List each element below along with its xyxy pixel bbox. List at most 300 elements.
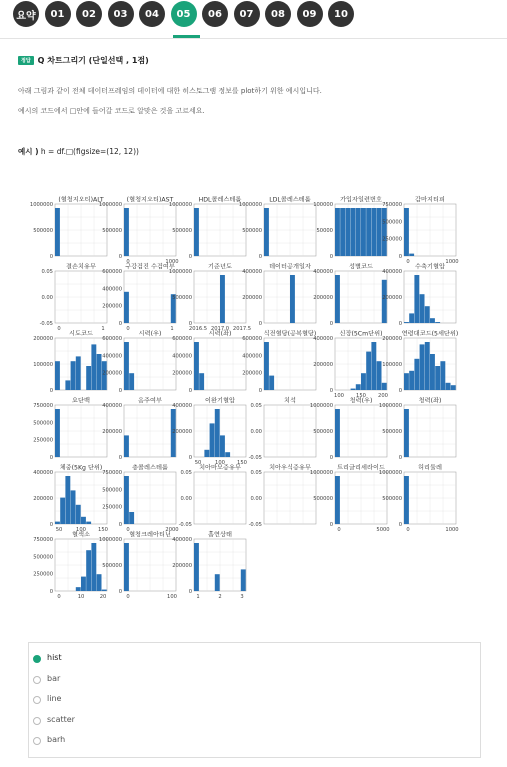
subplot-title: (혈청지오티)ALT: [58, 196, 104, 204]
y-tick-label: 250000: [33, 437, 53, 444]
x-tick-label: 100: [215, 460, 225, 466]
y-tick-label: 400000: [33, 470, 53, 476]
y-tick-label: 0: [49, 388, 53, 394]
histogram-bar: [269, 376, 274, 390]
x-tick-label: 100: [167, 594, 177, 600]
histogram-grid-figure: [0, 180, 507, 610]
y-tick-label: 0.05: [41, 269, 53, 275]
y-tick-label: 0.05: [180, 470, 192, 476]
y-tick-label: 0: [188, 589, 192, 595]
histogram-bar: [199, 373, 204, 390]
subplot-title: 트리글리세라이드: [337, 464, 385, 472]
histogram-bar: [345, 208, 350, 256]
y-tick-label: 0: [398, 455, 402, 461]
histogram-bar: [204, 450, 209, 457]
y-tick-label: 400000: [242, 353, 262, 360]
x-tick-label: 1: [170, 326, 174, 332]
subplot-title: 치아마모증유무: [199, 464, 241, 472]
y-tick-label: 200000: [242, 295, 262, 301]
y-tick-label: 200000: [313, 295, 333, 301]
y-tick-label: 1000000: [168, 202, 192, 208]
x-tick-label: 3: [240, 594, 244, 600]
histogram-bar: [97, 354, 102, 390]
histogram-bar: [425, 342, 430, 390]
histogram-bar: [440, 361, 445, 390]
y-tick-label: 0: [188, 455, 192, 461]
x-tick-label: 1: [101, 326, 105, 332]
y-tick-label: 0: [49, 589, 53, 595]
y-tick-label: 500000: [102, 487, 122, 494]
y-tick-label: 1000000: [238, 202, 262, 208]
y-tick-label: 0: [398, 254, 402, 260]
subplot-title: 신장(5Cm단위): [339, 330, 383, 338]
histogram-bar: [451, 385, 456, 390]
subplot-title: 청력(우): [349, 397, 373, 405]
histogram-bar: [409, 371, 414, 390]
y-tick-label: 1000000: [378, 403, 402, 409]
histogram-bar: [129, 373, 134, 390]
question-tab-bar: [0, 0, 507, 39]
y-tick-label: -0.05: [248, 522, 262, 528]
subplot-title: HDL콜레스테롤: [198, 196, 242, 204]
y-tick-label: 200000: [172, 370, 192, 377]
x-tick-label: 0: [57, 594, 61, 600]
histogram-bar: [81, 517, 86, 524]
y-tick-label: 400000: [102, 353, 122, 360]
histogram-bar: [435, 366, 440, 390]
y-tick-label: 500000: [172, 228, 192, 234]
y-tick-label: 200000: [102, 429, 122, 435]
y-tick-label: 0: [49, 455, 53, 461]
histogram-bar: [335, 409, 340, 457]
x-tick-label: 2000: [165, 527, 179, 533]
y-tick-label: 500000: [172, 295, 192, 301]
y-tick-label: 0: [398, 522, 402, 528]
subplot-title: LDL콜레스테롤: [269, 196, 311, 204]
subplot-title: 이완기혈압: [205, 397, 235, 405]
y-tick-label: 750000: [102, 470, 122, 476]
subplot-title: 결손치유무: [66, 263, 96, 271]
histogram-bar: [361, 373, 366, 390]
option-label: hist: [47, 653, 62, 662]
x-tick-label: 0: [406, 259, 410, 265]
y-tick-label: 250000: [33, 571, 53, 578]
histogram-bar: [220, 435, 225, 457]
x-tick-label: 2017.0: [210, 326, 230, 332]
y-tick-label: -0.05: [248, 455, 262, 461]
histogram-bar: [420, 344, 425, 390]
x-tick-label: 20: [99, 594, 107, 600]
y-tick-label: 0: [188, 254, 192, 260]
histogram-bar: [124, 292, 129, 323]
x-tick-label: 5000: [376, 527, 390, 533]
histogram-bar: [55, 208, 60, 256]
subplot-title: (혈청지오티)AST: [126, 196, 174, 204]
y-tick-label: 400000: [313, 269, 333, 275]
y-tick-label: 600000: [242, 336, 262, 342]
x-tick-label: 150: [98, 527, 108, 533]
radio-button[interactable]: [33, 737, 41, 745]
y-tick-label: 100000: [313, 202, 333, 208]
x-tick-label: 1000: [165, 259, 179, 265]
tab-07[interactable]: 07: [234, 1, 260, 27]
y-tick-label: 250000: [102, 504, 122, 511]
subplot-title: 총콜레스테롤: [132, 464, 168, 472]
y-tick-label: 0: [49, 522, 53, 528]
subplot-title: 치석: [284, 397, 296, 405]
y-tick-label: 200000: [172, 429, 192, 435]
y-tick-label: 0.00: [250, 429, 262, 435]
histogram-bar: [65, 476, 70, 524]
histogram-bar: [76, 587, 81, 591]
y-tick-label: 50000: [316, 228, 333, 234]
x-tick-label: 2017.5: [232, 326, 252, 332]
histogram-bar: [194, 342, 199, 390]
y-tick-label: 200000: [382, 336, 402, 342]
x-tick-label: 0: [126, 594, 130, 600]
subplot-title: 요단백: [72, 397, 90, 405]
histogram-bar: [361, 208, 366, 256]
histogram-bar: [86, 550, 91, 591]
x-tick-label: 50: [194, 460, 202, 466]
histogram-bar: [220, 275, 225, 323]
histogram-bar: [340, 208, 345, 256]
histogram-bar: [124, 208, 129, 256]
histogram-bar: [264, 342, 269, 390]
histogram-bar: [215, 574, 220, 591]
histogram-bar: [55, 361, 60, 390]
question-title-text: Q 차트그리기 (단일선택 , 1점): [37, 56, 149, 65]
y-tick-label: 400000: [102, 286, 122, 293]
histogram-bar: [409, 254, 414, 256]
y-tick-label: 0: [258, 254, 262, 260]
subplot-title: 혈색소: [72, 531, 90, 539]
histogram-bar: [124, 342, 129, 390]
y-tick-label: 500000: [313, 429, 333, 435]
histogram-bar: [371, 208, 376, 256]
subplot-title: 성별코드: [349, 263, 373, 271]
histogram-bar: [86, 522, 91, 524]
histogram-bar: [210, 423, 215, 457]
y-tick-label: -0.05: [178, 522, 192, 528]
y-tick-label: 0: [258, 321, 262, 327]
tab-02[interactable]: 02: [76, 1, 102, 27]
y-tick-label: 0.00: [41, 295, 53, 301]
subplot-title: 시력(좌): [208, 330, 232, 338]
histogram-bar: [124, 476, 129, 524]
histogram-bar: [335, 476, 340, 524]
histogram-bar: [129, 512, 134, 524]
y-tick-label: 0: [188, 388, 192, 394]
histogram-bar: [194, 208, 199, 256]
x-tick-label: 1000: [445, 527, 459, 533]
y-tick-label: 0: [329, 388, 333, 394]
subplot-title: 수축기혈압: [415, 263, 445, 271]
tab-06[interactable]: 06: [202, 1, 228, 27]
histogram-bar: [435, 322, 440, 323]
active-tab-indicator: [173, 35, 200, 38]
y-tick-label: 750000: [33, 403, 53, 409]
histogram-bar: [446, 383, 451, 390]
histogram-bar: [366, 352, 371, 390]
histogram-bar: [404, 476, 409, 524]
histogram-bar: [335, 208, 340, 256]
histogram-bar: [76, 505, 81, 524]
y-tick-label: 0: [118, 455, 122, 461]
option-barh[interactable]: [33, 733, 473, 751]
tab-10[interactable]: 10: [328, 1, 354, 27]
tab-01[interactable]: 01: [45, 1, 71, 27]
histogram-bar: [215, 409, 220, 457]
x-tick-label: 1000: [445, 259, 459, 265]
y-tick-label: 400000: [172, 353, 192, 360]
subplot-title: 시력(우): [138, 330, 162, 338]
x-tick-label: 50: [55, 527, 63, 533]
x-tick-label: 0: [337, 527, 341, 533]
y-tick-label: 0: [118, 522, 122, 528]
code-example-label: 예시 ): [18, 147, 39, 156]
x-tick-label: 0: [126, 326, 130, 332]
subplot-title: 가입자일련번호: [340, 196, 382, 204]
subplot-title: 허리둘레: [418, 464, 442, 472]
answer-badge: 정답: [18, 56, 34, 65]
histogram-bar: [60, 498, 65, 524]
y-tick-label: 200000: [102, 370, 122, 377]
y-tick-label: 400000: [242, 269, 262, 275]
y-tick-label: 0: [329, 455, 333, 461]
option-label: line: [47, 694, 62, 703]
tab-05[interactable]: 05: [171, 1, 197, 27]
subplot-title: 연령대코드(5세단위): [401, 330, 459, 338]
histogram-bar: [194, 543, 199, 591]
y-tick-label: 400000: [313, 336, 333, 342]
option-label: bar: [47, 673, 61, 683]
histogram-bar: [430, 318, 435, 323]
histogram-bar: [102, 590, 107, 591]
y-tick-label: 0: [49, 254, 53, 260]
histogram-bar: [377, 208, 382, 256]
histogram-bar: [264, 208, 269, 256]
histogram-bar: [71, 490, 76, 524]
x-tick-label: 10: [77, 594, 85, 600]
y-tick-label: 200000: [33, 496, 53, 502]
histogram-bar: [382, 280, 387, 323]
histogram-bar: [430, 354, 435, 390]
radio-button[interactable]: [33, 717, 41, 725]
tab-summary[interactable]: 요약: [13, 1, 39, 27]
y-tick-label: 250000: [382, 236, 402, 243]
histogram-bar: [335, 275, 340, 323]
x-tick-label: 100: [334, 393, 344, 399]
histogram-bar: [124, 543, 129, 591]
histogram-bar: [86, 366, 91, 390]
y-tick-label: 200000: [33, 336, 53, 342]
option-label: barh: [47, 735, 66, 744]
y-tick-label: 400000: [382, 269, 402, 275]
y-tick-label: 0: [329, 254, 333, 260]
y-tick-label: 0.00: [250, 496, 262, 502]
radio-button[interactable]: [33, 655, 41, 663]
y-tick-label: 1000000: [29, 202, 53, 208]
histogram-bar: [351, 389, 356, 390]
y-tick-label: 0: [329, 522, 333, 528]
y-tick-label: 0: [118, 589, 122, 595]
x-tick-label: 2: [218, 594, 222, 600]
y-tick-label: 1000000: [98, 537, 122, 543]
subplot-title: 체중(5Kg 단위): [59, 464, 103, 472]
question-description-1: 아래 그림과 같이 전체 데이터프레임의 데이터에 대한 히스토그램 정보를 plot하기 위한 예시입니다.: [18, 87, 322, 95]
histogram-bar: [371, 342, 376, 390]
option-label: scatter: [47, 714, 75, 724]
subplot-title: 혈청크레아티닌: [129, 531, 171, 539]
histogram-bar: [425, 306, 430, 323]
y-tick-label: 200000: [382, 295, 402, 301]
x-tick-label: 0: [406, 527, 410, 533]
histogram-bar: [382, 208, 387, 256]
subplot-title: 구강검진 수검여부: [125, 263, 175, 271]
y-tick-label: 100000: [382, 362, 402, 368]
histogram-bar: [414, 359, 419, 390]
histogram-bar: [356, 384, 361, 390]
y-tick-label: 0.05: [250, 403, 262, 409]
subplot-title: 흡연상태: [208, 531, 232, 539]
y-tick-label: 0.05: [250, 470, 262, 476]
tab-08[interactable]: 08: [265, 1, 291, 27]
code-example: [18, 146, 139, 157]
y-tick-label: 100000: [33, 362, 53, 368]
histogram-bar: [404, 409, 409, 457]
histogram-bar: [409, 313, 414, 323]
subplot-title: 감마지티피: [415, 196, 445, 204]
histogram-bar: [420, 294, 425, 323]
y-tick-label: 1000000: [168, 269, 192, 275]
histogram-bar: [91, 344, 96, 390]
y-tick-label: 500000: [33, 420, 53, 427]
histogram-bar: [55, 522, 60, 524]
y-tick-label: 0: [188, 321, 192, 327]
y-tick-label: 1000000: [309, 470, 333, 476]
tab-03[interactable]: 03: [108, 1, 134, 27]
histogram-bar: [55, 409, 60, 457]
y-tick-label: 500000: [33, 554, 53, 561]
histogram-bar: [91, 543, 96, 591]
x-tick-label: 200: [378, 393, 388, 399]
y-tick-label: 500000: [33, 228, 53, 234]
x-tick-label: 1: [196, 594, 200, 600]
y-tick-label: 500000: [102, 563, 122, 569]
subplot-title: 청력(좌): [418, 397, 442, 405]
y-tick-label: 0: [329, 321, 333, 327]
y-tick-label: 200000: [102, 303, 122, 310]
y-tick-label: 200000: [172, 563, 192, 569]
radio-button[interactable]: [33, 696, 41, 704]
y-tick-label: 0.00: [180, 496, 192, 502]
histogram-bar: [71, 361, 76, 390]
x-tick-label: 0: [57, 326, 61, 332]
histogram-bar: [404, 322, 409, 323]
histogram-bar: [81, 577, 86, 591]
histogram-bar: [225, 452, 230, 457]
code-example-text: h = df.□(figsize=(12, 12)): [38, 147, 139, 156]
radio-button[interactable]: [33, 676, 41, 684]
y-tick-label: 1000000: [378, 470, 402, 476]
y-tick-label: 1000000: [309, 403, 333, 409]
histogram-bar: [290, 275, 295, 323]
y-tick-label: 0: [118, 388, 122, 394]
subplot-title: 치아우식증유무: [269, 464, 311, 472]
y-tick-label: 600000: [172, 336, 192, 342]
y-tick-label: 500000: [382, 429, 402, 435]
subplot-title: 음주여부: [138, 397, 162, 405]
x-tick-label: 150: [356, 393, 366, 399]
y-tick-label: 500000: [313, 496, 333, 502]
option-bar[interactable]: [33, 672, 473, 690]
y-tick-label: 400000: [102, 403, 122, 409]
option-line[interactable]: [33, 692, 473, 710]
y-tick-label: 500000: [382, 219, 402, 226]
subplot-title: 식전혈당(공복혈당): [263, 330, 317, 338]
subplot-title: 기준년도: [208, 263, 232, 271]
histogram-bar: [241, 569, 246, 591]
answer-options: [28, 642, 481, 758]
y-tick-label: 0: [398, 388, 402, 394]
histogram-bar: [124, 435, 129, 457]
histogram-bar: [76, 356, 81, 390]
y-tick-label: 1000000: [98, 202, 122, 208]
y-tick-label: 750000: [382, 202, 402, 208]
y-tick-label: 600000: [102, 336, 122, 342]
subplot-title: 시도코드: [69, 330, 93, 338]
x-tick-label: 2016.5: [188, 326, 208, 332]
question-title: [18, 55, 149, 66]
x-tick-label: 100: [76, 527, 86, 533]
tab-04[interactable]: 04: [139, 1, 165, 27]
histogram-bar: [414, 275, 419, 323]
question-description-2: 예시의 코드에서 □안에 들어갈 코드로 알맞은 것을 고르세요.: [18, 107, 205, 115]
histogram-bar: [356, 208, 361, 256]
x-tick-label: 150: [237, 460, 247, 466]
histogram-bar: [382, 383, 387, 390]
y-tick-label: 200000: [313, 362, 333, 368]
y-tick-label: 400000: [172, 537, 192, 543]
y-tick-label: 0: [398, 321, 402, 327]
y-tick-label: 200000: [242, 370, 262, 377]
tab-09[interactable]: 09: [297, 1, 323, 27]
y-tick-label: 0: [258, 388, 262, 394]
option-hist[interactable]: [33, 651, 473, 669]
histogram-bar: [366, 208, 371, 256]
x-tick-label: 0: [126, 259, 130, 265]
y-tick-label: 750000: [33, 537, 53, 543]
y-tick-label: 500000: [382, 496, 402, 502]
y-tick-label: 500000: [102, 228, 122, 234]
y-tick-label: 0: [118, 321, 122, 327]
y-tick-label: 400000: [172, 403, 192, 409]
subplot-title: 데이터공개일자: [269, 263, 311, 271]
y-tick-label: -0.05: [39, 321, 53, 327]
option-scatter[interactable]: [33, 713, 473, 731]
histogram-bar: [351, 208, 356, 256]
histogram-bar: [65, 380, 70, 390]
histogram-bar: [97, 574, 102, 591]
y-tick-label: 0: [118, 254, 122, 260]
histogram-bar: [404, 208, 409, 256]
y-tick-label: 500000: [242, 228, 262, 234]
x-tick-label: 0: [126, 527, 130, 533]
y-tick-label: 600000: [102, 269, 122, 275]
histogram-bar: [404, 373, 409, 390]
histogram-bar: [377, 361, 382, 390]
